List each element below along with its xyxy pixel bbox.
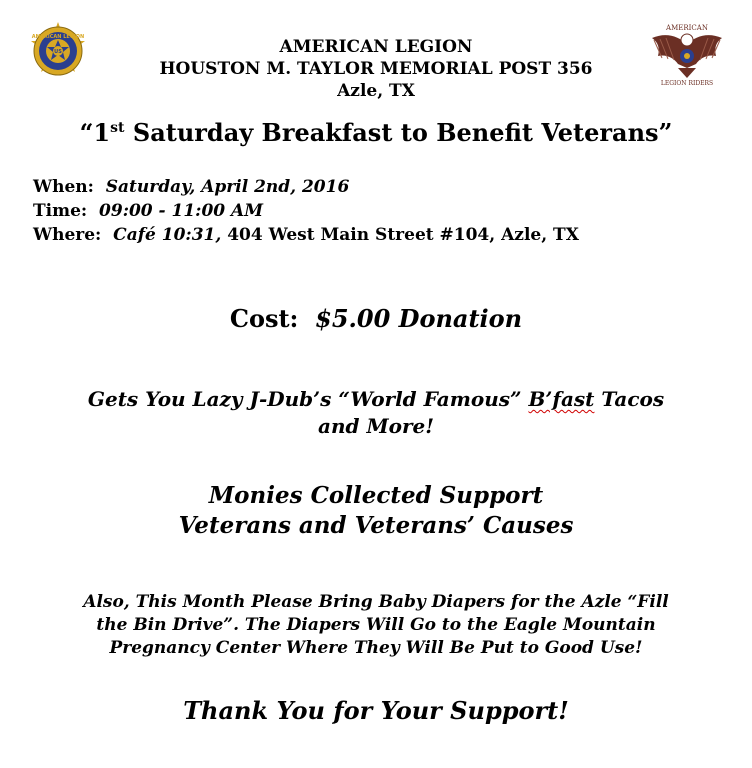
time-value: 09:00 - 11:00 AM	[99, 201, 264, 221]
event-details	[33, 175, 579, 247]
also-line-2: the Bin Drive”. The Diapers Will Go to the Eagle Mountain	[96, 615, 656, 635]
emblem-ring-text: AMERICAN LEGION	[31, 34, 85, 40]
tacos-line-1-b: B’fast	[528, 387, 595, 411]
title-open: “1	[79, 118, 111, 147]
post-name: HOUSTON M. TAYLOR MEMORIAL POST 356	[159, 59, 593, 79]
also-line-3: Pregnancy Center Where They Will Be Put to Good Use!	[109, 638, 643, 658]
tacos-text	[0, 386, 752, 440]
when-label: When:	[33, 177, 94, 197]
cost-line	[0, 304, 752, 333]
event-title	[0, 118, 752, 147]
tacos-line-2: and More!	[318, 414, 434, 438]
riders-top-text: AMERICAN	[666, 24, 708, 32]
where-address: 404 West Main Street #104, Azle, TX	[227, 225, 579, 245]
org-name: AMERICAN LEGION	[279, 37, 473, 57]
when-value: Saturday, April 2nd, 2016	[105, 177, 350, 197]
monies-line-1: Monies Collected Support	[208, 482, 544, 509]
title-superscript: st	[110, 120, 125, 136]
when-row	[33, 175, 579, 199]
city-name: Azle, TX	[337, 81, 415, 101]
diaper-drive-text	[20, 591, 732, 660]
tacos-line-1-a: Gets You Lazy J-Dub’s “World Famous”	[87, 387, 522, 411]
cost-label: Cost:	[229, 304, 299, 333]
where-venue: Café 10:31,	[113, 225, 222, 245]
monies-line-2: Veterans and Veterans’ Causes	[178, 512, 574, 539]
where-row	[33, 223, 579, 247]
tacos-line-1-c: Tacos	[601, 387, 665, 411]
where-label: Where:	[33, 225, 102, 245]
title-rest: Saturday Breakfast to Benefit Veterans”	[124, 118, 673, 147]
monies-text	[0, 481, 752, 541]
emblem-center-text: US	[54, 49, 62, 55]
time-row	[33, 199, 579, 223]
riders-bottom-text: LEGION RIDERS	[660, 80, 714, 87]
tacos-line-1	[0, 386, 752, 413]
time-label: Time:	[33, 201, 88, 221]
also-line-1: Also, This Month Please Bring Baby Diapers for the Azle “Fill	[83, 592, 669, 612]
cost-value: $5.00 Donation	[315, 304, 523, 333]
thank-you-text: Thank You for Your Support!	[183, 696, 569, 725]
